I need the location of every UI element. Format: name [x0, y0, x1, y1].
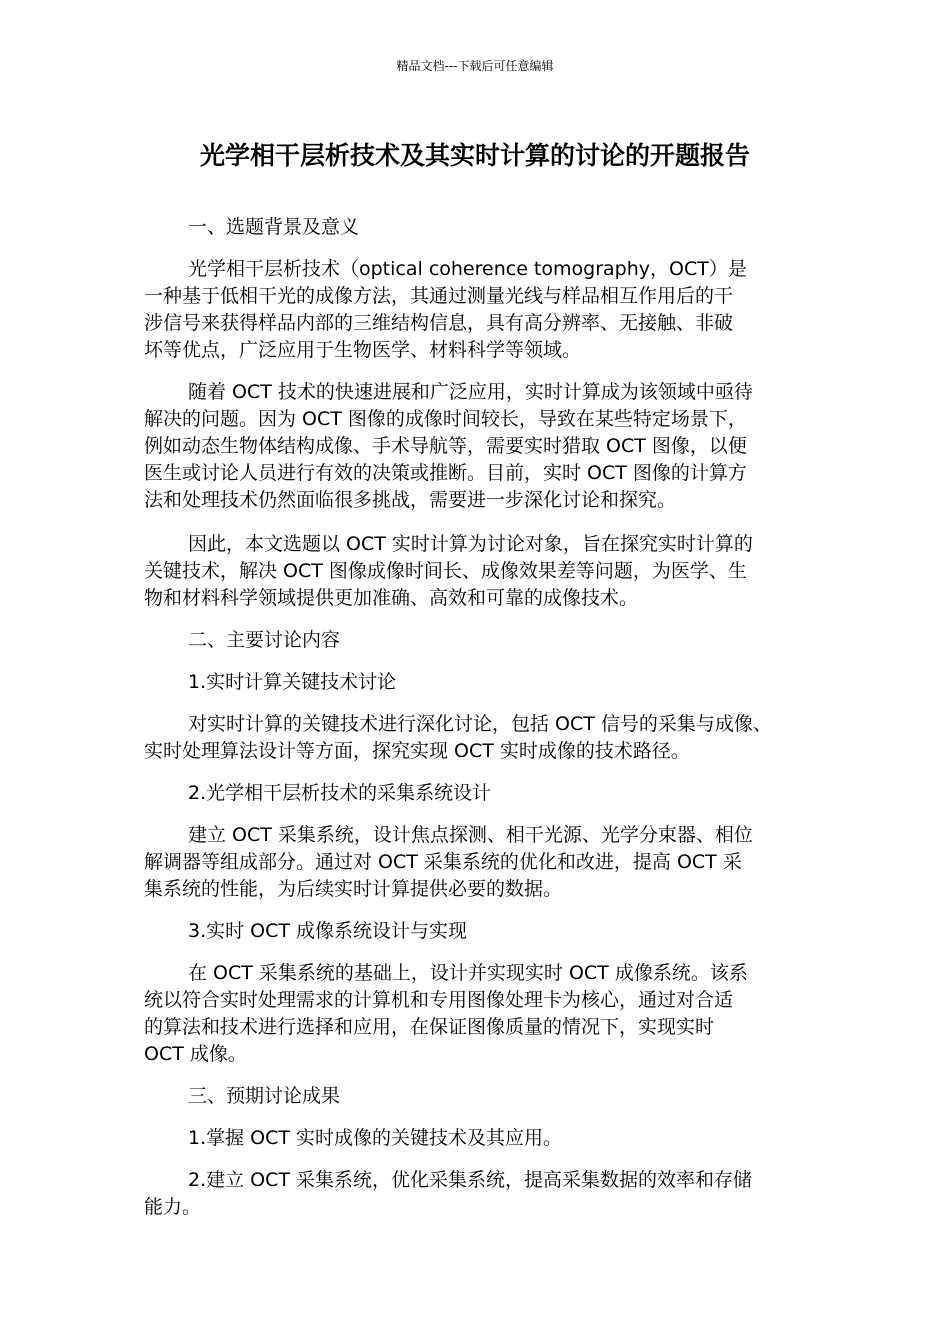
paragraph-line: 的算法和技术进行选择和应用，在保证图像质量的情况下，实现实时 — [144, 1016, 715, 1038]
paragraph-line: 涉信号来获得样品内部的三维结构信息，具有高分辨率、无接触、非破 — [144, 312, 734, 334]
paragraph-line: 能力。 — [144, 1196, 202, 1218]
paragraph-line: 对实时计算的关键技术进行深化讨论，包括 OCT 信号的采集与成像、 — [188, 713, 772, 735]
paragraph-line: 医生或讨论人员进行有效的决策或推断。目前，实时 OCT 图像的计算方 — [144, 462, 747, 484]
paragraph-line: 法和处理技术仍然面临很多挑战，需要进一步深化讨论和探究。 — [144, 489, 677, 511]
paragraph-line: 实时处理算法设计等方面，探究实现 OCT 实时成像的技术路径。 — [144, 740, 690, 762]
paragraph-line: 解调器等组成部分。通过对 OCT 采集系统的优化和改进，提高 OCT 采 — [144, 851, 742, 873]
paragraph-content-2 — [144, 822, 814, 903]
section-2-item-1-heading: 1.实时计算关键技术讨论 — [188, 671, 397, 693]
paragraph-line: 例如动态生物体结构成像、手术导航等，需要实时猎取 OCT 图像，以便 — [144, 435, 747, 457]
paragraph-line: 在 OCT 采集系统的基础上，设计并实现实时 OCT 成像系统。该系 — [188, 962, 748, 984]
paragraph-background-2 — [144, 379, 814, 514]
expected-result-item-2 — [144, 1167, 814, 1221]
page-header-note: 精品文档---下载后可任意编辑 — [396, 59, 554, 73]
paragraph-line: 2.建立 OCT 采集系统，优化采集系统，提高采集数据的效率和存储 — [188, 1169, 753, 1191]
paragraph-line: 随着 OCT 技术的快速进展和广泛应用，实时计算成为该领域中亟待 — [188, 381, 753, 403]
expected-result-item-1: 1.掌握 OCT 实时成像的关键技术及其应用。 — [188, 1127, 563, 1149]
section-1-heading: 一、选题背景及意义 — [188, 216, 360, 238]
section-2-heading: 二、主要讨论内容 — [188, 629, 341, 651]
paragraph-line: 解决的问题。因为 OCT 图像的成像时间较长，导致在某些特定场景下， — [144, 408, 747, 430]
paragraph-line: 集系统的性能，为后续实时计算提供必要的数据。 — [144, 878, 563, 900]
section-2-item-3-heading: 3.实时 OCT 成像系统设计与实现 — [188, 920, 468, 942]
paragraph-line: 建立 OCT 采集系统，设计焦点探测、相干光源、光学分束器、相位 — [188, 824, 753, 846]
paragraph-line: 一种基于低相干光的成像方法，其通过测量光线与样品相互作用后的干 — [144, 285, 734, 307]
paragraph-line: OCT 成像。 — [144, 1043, 247, 1065]
paragraph-line: 关键技术，解决 OCT 图像成像时间长、成像效果差等问题，为医学、生 — [144, 560, 747, 582]
paragraph-background-1 — [144, 256, 814, 364]
paragraph-line: 光学相干层析技术（optical coherence tomography，OCT）是 — [188, 258, 747, 280]
section-2-item-2-heading: 2.光学相干层析技术的采集系统设计 — [188, 782, 492, 804]
document-title: 光学相干层析技术及其实时计算的讨论的开题报告 — [199, 141, 750, 170]
paragraph-line: 物和材料科学领域提供更加准确、高效和可靠的成像技术。 — [144, 587, 639, 609]
paragraph-content-3 — [144, 960, 814, 1068]
paragraph-line: 统以符合实时处理需求的计算机和专用图像处理卡为核心，通过对合适 — [144, 989, 734, 1011]
paragraph-background-3 — [144, 531, 814, 612]
section-3-heading: 三、预期讨论成果 — [188, 1085, 341, 1107]
paragraph-line: 因此，本文选题以 OCT 实时计算为讨论对象，旨在探究实时计算的 — [188, 533, 753, 555]
paragraph-line: 坏等优点，广泛应用于生物医学、材料科学等领域。 — [144, 339, 582, 361]
paragraph-content-1 — [144, 711, 814, 765]
